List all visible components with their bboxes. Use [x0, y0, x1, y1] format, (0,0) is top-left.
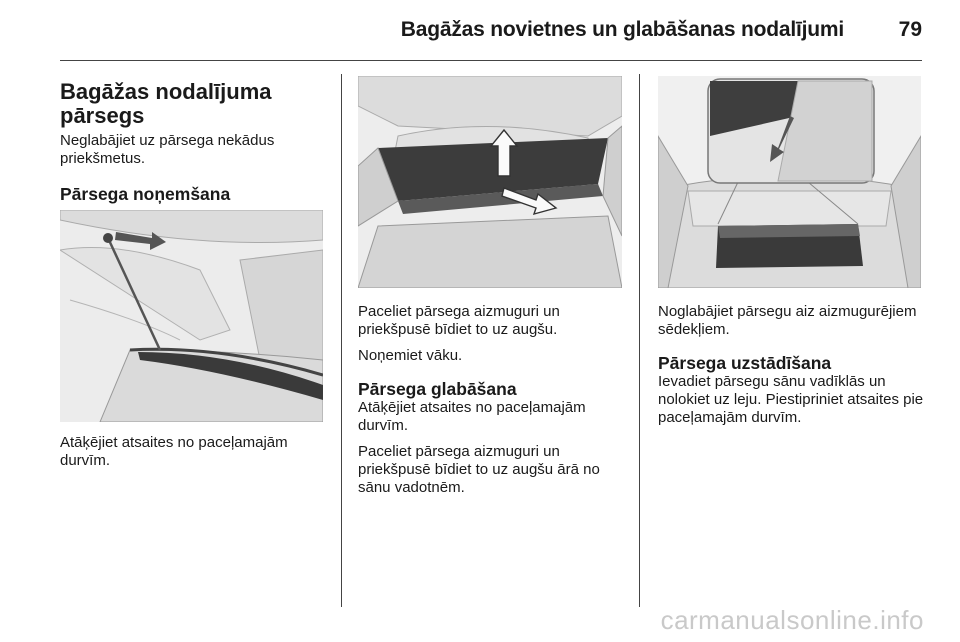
paragraph-unhook: Atāķējiet atsaites no paceļamajām durvīm.	[358, 399, 586, 434]
page-number: 79	[898, 18, 922, 41]
column-3-text	[658, 303, 926, 427]
figure-store-cover	[658, 76, 921, 288]
stored-cover-illustration	[658, 76, 921, 288]
paragraph-install: Ievadiet pārsegu sānu vadīklās un nolokiet uz leju. Piestipriniet atsaites pie paceļamajām durvīm.	[658, 373, 924, 426]
paragraph-slide-out: Paceliet pārsega aizmuguri un priekšpusē bīdiet to uz augšu ārā no sānu vadotnēm.	[358, 443, 600, 496]
page-header-title: Bagāžas novietnes un glabāšanas nodalījumi	[400, 18, 844, 41]
figure-unhook-straps	[60, 210, 323, 422]
paragraph-store: Noglabājiet pārsegu aiz aizmugurējiem sēdekļiem.	[658, 303, 917, 338]
column-2-text	[358, 303, 628, 497]
cargo-cover-illustration	[358, 76, 622, 288]
watermark: carmanualsonline.info	[660, 605, 924, 635]
sub-heading-install: Pārsega uzstādīšana	[658, 353, 832, 373]
sub-heading-removal: Pārsega noņemšana	[60, 184, 231, 204]
paragraph-remove: Noņemiet vāku.	[358, 347, 463, 364]
figure-caption-container	[60, 434, 330, 470]
intro-text: Neglabājiet uz pārsega nekādus priekšmetus.	[60, 132, 275, 167]
column-divider	[341, 74, 342, 607]
figure-caption: Atāķējiet atsaites no paceļamajām durvīm.	[60, 434, 288, 469]
tailgate-illustration	[60, 210, 323, 422]
column-divider	[639, 74, 640, 607]
paragraph-lift: Paceliet pārsega aizmuguri un priekšpusē bīdiet to uz augšu.	[358, 303, 560, 338]
section-heading: Bagāžas nodalījuma pārsegs	[60, 79, 272, 128]
column-1	[60, 80, 330, 204]
header-rule	[60, 60, 922, 61]
sub-heading-storage: Pārsega glabāšana	[358, 379, 517, 399]
figure-lift-cover	[358, 76, 622, 288]
